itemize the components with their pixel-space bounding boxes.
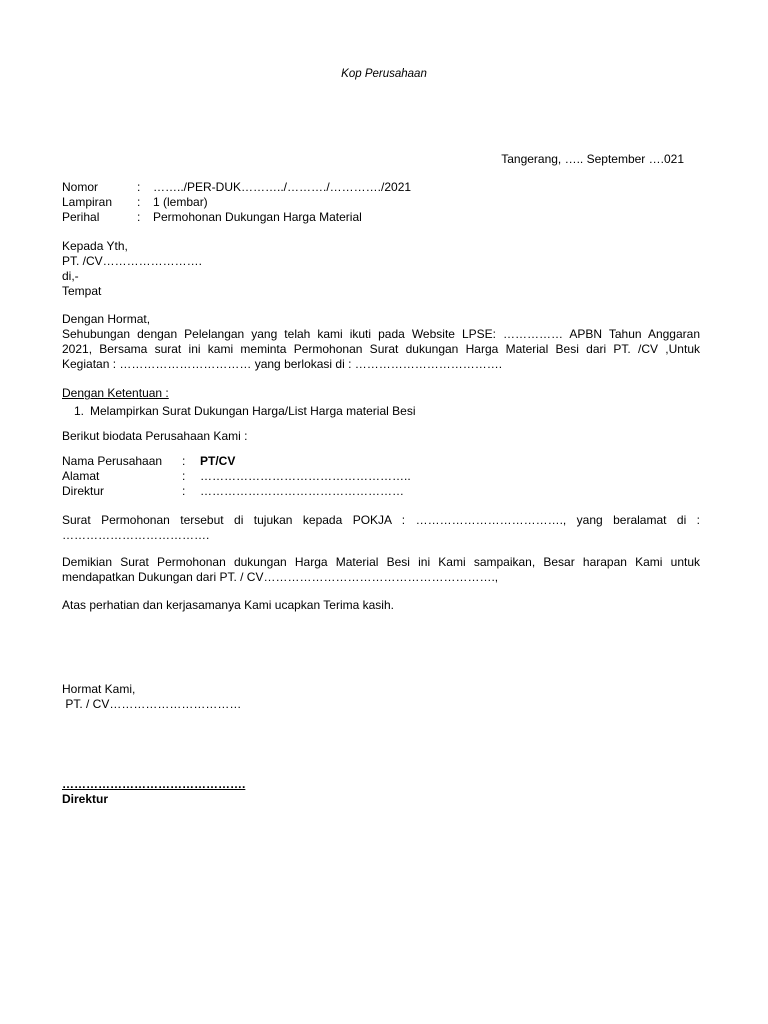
biodata-intro: Berikut biodata Perusahaan Kami : — [62, 429, 248, 443]
meta-label-lampiran: Lampiran — [62, 195, 113, 209]
recipient-line: Kepada Yth, — [62, 239, 128, 253]
biodata-value-nama: PT/CV — [200, 454, 236, 468]
biodata-value-direktur: …………………………………………… — [200, 484, 404, 498]
paragraph-intro-line: 2021, Bersama surat ini kami meminta Permohonan Surat dukungan Harga Material Besi dari PT. /CV ,Untuk — [62, 342, 700, 356]
recipient-place: Tempat — [62, 284, 102, 298]
meta-value-nomor: ……../PER-DUK………../………./…………./2021 — [153, 180, 412, 194]
letterhead-placeholder: Kop Perusahaan — [341, 68, 427, 80]
biodata-label-nama: Nama Perusahaan — [62, 454, 163, 468]
greeting: Dengan Hormat, — [62, 312, 151, 326]
paragraph-pokja-line: Surat Permohonan tersebut di tujukan kepada POKJA : ………………………………., yang beralamat di : — [62, 513, 700, 527]
biodata-label-alamat: Alamat — [62, 469, 100, 483]
meta-label-perihal: Perihal — [62, 210, 100, 224]
list-item-text: Melampirkan Surat Dukungan Harga/List Harga material Besi — [90, 404, 416, 418]
meta-colon: : — [137, 195, 141, 209]
meta-colon: : — [137, 210, 141, 224]
paragraph-demikian-line: Demikian Surat Permohonan dukungan Harga Material Besi ini Kami sampaikan, Besar harapan Kami untuk — [62, 555, 700, 569]
paragraph-pokja — [62, 513, 700, 543]
paragraph-intro-line: Sehubungan dengan Pelelangan yang telah kami ikuti pada Website LPSE: …………… APBN Tahun Anggaran — [62, 327, 700, 341]
place-date: Tangerang, ….. September ….021 — [501, 152, 684, 166]
paragraph-intro — [62, 327, 700, 372]
closing-regards: Hormat Kami, — [62, 682, 136, 696]
biodata-colon: : — [182, 454, 186, 468]
biodata-colon: : — [182, 469, 186, 483]
paragraph-demikian — [62, 555, 700, 585]
paragraph-pokja-line: ………………………………. — [62, 528, 210, 542]
closing-company: PT. / CV…………………………… — [62, 697, 242, 711]
paragraph-demikian-line: mendapatkan Dukungan dari PT. / CV…………………………………………………., — [62, 570, 499, 584]
paragraph-intro-line: Kegiatan : …………………………… yang berlokasi di : ………………………………. — [62, 357, 503, 371]
list-item-number: 1. — [74, 404, 85, 418]
signature-line: ………………………………………. — [62, 777, 246, 791]
biodata-label-direktur: Direktur — [62, 484, 105, 498]
recipient-location-prefix: di,- — [62, 269, 79, 283]
recipient-company: PT. /CV……………………. — [62, 254, 203, 268]
signatory-title: Direktur — [62, 792, 109, 806]
meta-colon: : — [137, 180, 141, 194]
meta-label-nomor: Nomor — [62, 180, 99, 194]
ketentuan-heading: Dengan Ketentuan : — [62, 386, 169, 400]
meta-value-lampiran: 1 (lembar) — [153, 195, 208, 209]
meta-value-perihal: Permohonan Dukungan Harga Material — [153, 210, 362, 224]
biodata-colon: : — [182, 484, 186, 498]
paragraph-thanks: Atas perhatian dan kerjasamanya Kami ucapkan Terima kasih. — [62, 598, 394, 612]
biodata-value-alamat: …………………………………………….. — [200, 469, 411, 483]
